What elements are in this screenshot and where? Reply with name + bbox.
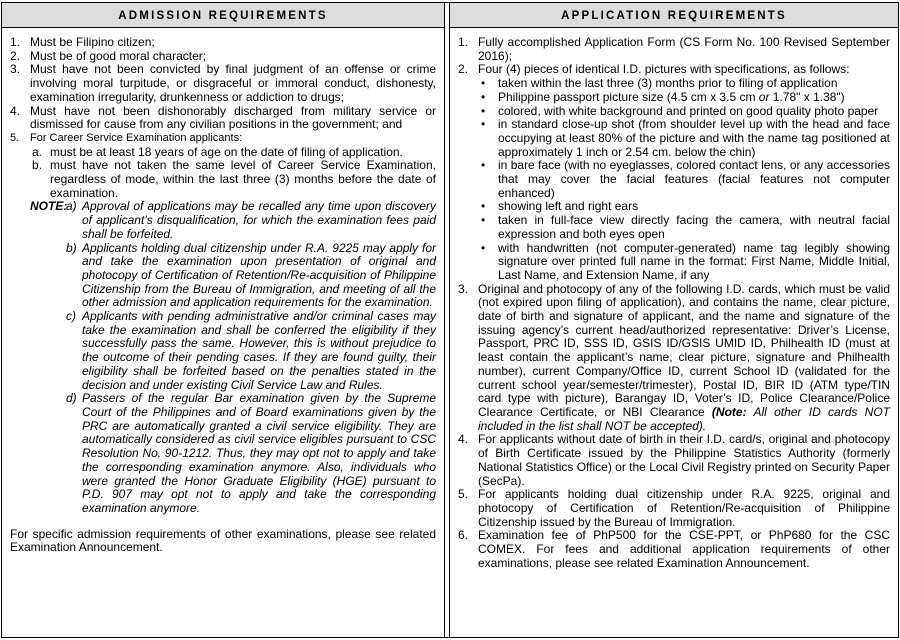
admission-item bbox=[10, 132, 436, 201]
spec-bullet bbox=[478, 159, 890, 200]
sub-item-letter: a. bbox=[32, 144, 43, 159]
admission-column bbox=[2, 3, 445, 637]
spec-bullet bbox=[478, 77, 890, 91]
item-number: 4. bbox=[458, 432, 469, 447]
item-text: Fully accomplished Application Form (CS Form No. 100 Revised September 2016); bbox=[478, 35, 890, 63]
sub-item bbox=[30, 146, 436, 160]
spec-bullet bbox=[478, 118, 890, 159]
spec-text: with handwritten (not computer-generated) name tag legibly showing signature over printed full name in the format: First Name, Middle Initial, Last Name, and Extension Name, if any bbox=[498, 240, 890, 282]
spec-bullet bbox=[478, 105, 890, 119]
note-text: Passers of the regular Bar examination given by the Supreme Court of the Philippines and of Board examinations given by the PRC are automatically granted a civil service eligibility. They are automatically considered as civil service eligibles pursuant to CSC Resolution No. 90-1212. Thus, they may opt not to apply and take the corresponding examination anymore. Also, individuals who were granted the Honor Graduate Eligibility (HGE) pursuant to P.D. 907 may opt not to apply and take the corresponding examination anymore. bbox=[82, 391, 436, 515]
admission-body bbox=[2, 28, 444, 555]
item-number: 4. bbox=[10, 103, 21, 118]
item-text: Four (4) pieces of identical I.D. pictures with specifications, as follows: bbox=[478, 62, 850, 77]
note-item bbox=[66, 392, 436, 515]
spec-bullet bbox=[478, 214, 890, 241]
note-letter: a) bbox=[66, 199, 77, 214]
admission-item bbox=[10, 105, 436, 132]
application-item bbox=[458, 36, 890, 63]
id-note-label: (Note: bbox=[711, 404, 747, 419]
admission-header: ADMISSION REQUIREMENTS bbox=[2, 3, 444, 28]
spec-or: or bbox=[758, 89, 770, 104]
spec-bullet bbox=[478, 91, 890, 105]
spec-text: 1.78" x 1.38") bbox=[769, 89, 845, 104]
application-column bbox=[449, 3, 898, 637]
id-note-text: All other ID cards NOT included in the list shall NOT be accepted). bbox=[478, 404, 891, 433]
item-text: Must have not been convicted by final judgment of an offense or crime involving moral turpitude, or disgraceful or immoral conduct, dishonesty, examination irregularity, drunkenness or addiction to drugs; bbox=[30, 62, 436, 104]
admission-footer: For specific admission requirements of other examinations, please see related Examination Announcement. bbox=[10, 526, 436, 555]
item-number: 5. bbox=[458, 487, 469, 502]
item-number: 6. bbox=[458, 528, 469, 543]
note-text: Applicants holding dual citizenship under R.A. 9225 may apply for and take the examination upon presentation of original and photocopy of Certification of Retention/Re-acquisition of Philippine Citizenship from the Bureau of Immigration, and meeting of all the other admission and application requirements for the examination. bbox=[82, 240, 436, 310]
item-number: 2. bbox=[10, 48, 21, 63]
requirements-table bbox=[1, 2, 899, 638]
item-text: Examination fee of PhP500 for the CSE-PPT, or PhP680 for the CSC COMEX. For fees and additional application requirements of other examinations, please see related Examination Announcement. bbox=[478, 528, 890, 570]
note-letter: b) bbox=[66, 240, 77, 255]
note-item bbox=[66, 242, 436, 311]
application-item bbox=[458, 433, 890, 488]
spec-bullet bbox=[478, 242, 890, 283]
admission-item bbox=[10, 50, 436, 64]
application-item bbox=[458, 63, 890, 282]
spec-bullet bbox=[478, 200, 890, 214]
sub-item-text: must be at least 18 years of age on the date of filing of application. bbox=[50, 144, 403, 159]
sub-item-letter: b. bbox=[32, 158, 43, 173]
item-text: For Career Service Examination applicants: bbox=[30, 131, 243, 144]
spec-text: Philippine passport picture size (4.5 cm x 3.5 cm bbox=[498, 89, 759, 104]
item-text: Original and photocopy of any of the following I.D. cards, which must be valid (not expired upon filing of application), and contains the name, clear picture, date of birth and signature of applicant, and the name and signature of the issuing agency’s current head/authorized representative: Driver’s License, Passport, PRC ID, SSS ID, GSIS ID/GSIS UMID ID, Philhealth ID (must at least contain the applicant’s name, clear picture, signature and Philhealth number), current Company/Office ID, current School ID (validated for the current school year/semester/trimester), Postal ID, BIR ID (ATM type/TIN card type with picture), Barangay ID, Voter’s ID, Police Clearance/Police Clearance Certificate, or NBI Clearance bbox=[478, 281, 890, 419]
item-number: 1. bbox=[10, 35, 21, 49]
sub-item bbox=[30, 159, 436, 200]
item-text: Must have not been dishonorably discharged from military service or dismissed for cause from any civilian positions in the government; and bbox=[30, 103, 436, 132]
spec-text: in bare face (with no eyeglasses, colored contact lens, or any accessories that may cover the facial features (facial features not computer enhanced) bbox=[498, 158, 890, 200]
item-number: 3. bbox=[458, 281, 469, 296]
admission-item bbox=[10, 36, 436, 50]
note-item bbox=[66, 200, 436, 241]
item-text: For applicants without date of birth in their I.D. card/s, original and photocopy of Birth Certificate issued by the Philippine Statistics Authority (formerly National Statistics Office) or the Local Civil Registry printed on Security Paper (SecPa). bbox=[478, 432, 890, 488]
career-service-sublist bbox=[30, 146, 436, 201]
application-list bbox=[458, 36, 890, 570]
note-text: Approval of applications may be recalled any time upon discovery of applicant’s disqualification, for which the examination fees paid shall be forfeited. bbox=[82, 199, 436, 241]
application-body bbox=[450, 28, 898, 570]
id-picture-specs bbox=[478, 77, 890, 283]
note-item bbox=[66, 310, 436, 392]
admission-list bbox=[10, 36, 436, 200]
note-text: Applicants with pending administrative and/or criminal cases may take the examination and shall be conferred the eligibility if they successfully pass the same. However, this is without prejudice to the outcome of their pending cases. If they are found guilty, their eligibility shall be forfeited based on the penalties stated in the decision and under existing Civil Service Law and Rules. bbox=[82, 309, 436, 392]
note-letter: d) bbox=[66, 391, 77, 406]
application-item bbox=[458, 283, 890, 434]
spec-text: showing left and right ears bbox=[498, 199, 639, 214]
spec-text: in standard close-up shot (from shoulder level up with the head and face occupying at least 80% of the picture and with the name tag positioned at approximately 1 inch or 2.54 cm. below the chin) bbox=[498, 117, 890, 159]
item-number: 2. bbox=[458, 62, 469, 77]
spec-text: taken in full-face view directly facing the camera, with neutral facial expression and both eyes open bbox=[498, 213, 890, 241]
application-item bbox=[458, 529, 890, 570]
item-number: 5. bbox=[10, 131, 20, 144]
spec-text: taken within the last three (3) months prior to filing of application bbox=[498, 76, 838, 91]
application-item bbox=[458, 488, 890, 529]
spec-text: colored, with white background and printed on good quality photo paper bbox=[498, 103, 879, 118]
admission-item bbox=[10, 63, 436, 104]
note-label: NOTE: bbox=[30, 199, 68, 214]
note-block bbox=[10, 200, 436, 515]
item-number: 3. bbox=[10, 62, 21, 77]
application-header: APPLICATION REQUIREMENTS bbox=[450, 3, 898, 28]
item-number: 1. bbox=[458, 35, 469, 49]
sub-item-text: must have not taken the same level of Career Service Examination, regardless of mode, within the last three (3) months before the date of examination. bbox=[50, 158, 436, 200]
item-text: For applicants holding dual citizenship under R.A. 9225, original and photocopy of Certification of Retention/Re-acquisition of Philippine Citizenship issued by the Bureau of Immigration. bbox=[478, 487, 890, 529]
item-text: Must be Filipino citizen; bbox=[30, 35, 155, 49]
item-text: Must be of good moral character; bbox=[30, 48, 207, 63]
note-letter: c) bbox=[66, 309, 76, 324]
